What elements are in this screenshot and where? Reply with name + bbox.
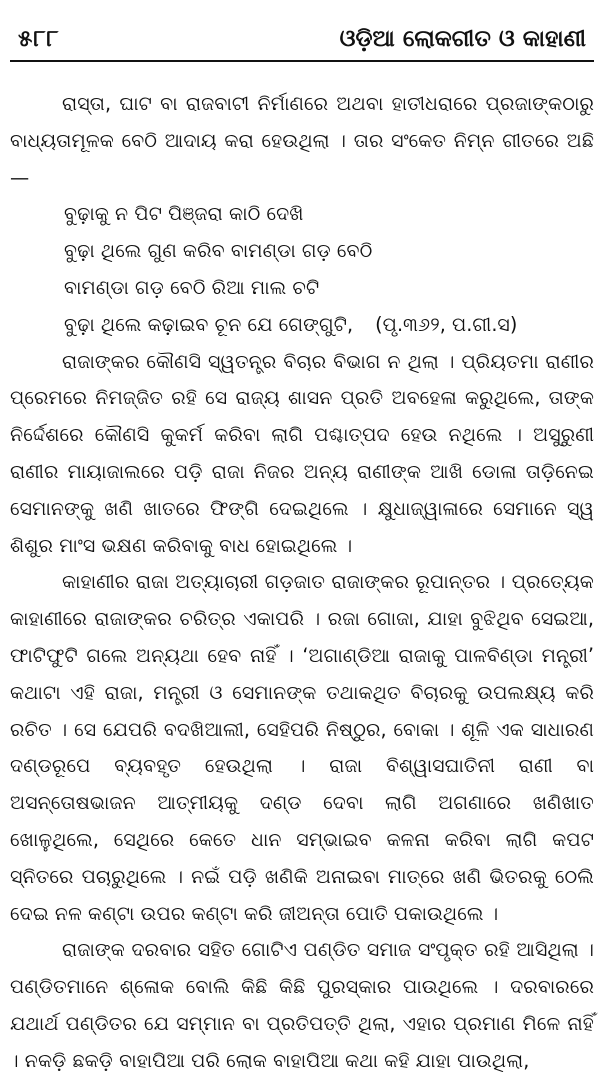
paragraph-2: ରାଜାଙ୍କର କୌଣସି ସ୍ୱତନ୍ତ୍ର ବିଚାର ବିଭାଗ ନ ଥିଲା । ପ୍ରିୟତମା ରାଣୀର ପ୍ରେମରେ ନିମଜ୍ଜିତ ରହି ସେ ରାଜ୍ୟ ଶାସନ ପ୍ରତି ଅବହେଳା କରୁଥିଲେ, ତାଙ୍କ ନିର୍ଦ୍ଦେଶରେ କୌଣସି କୁକର୍ମ କରିବା ଲାଗି ପଶ୍ଚାତ୍‌ପଦ ହେଉ ନଥିଲେ । ଅସୁରୁଣୀ ରାଣୀର ମାୟାଜାଲରେ ପଡ଼ି ରାଜା ନିଜର ଅନ୍ୟ ରାଣୀଙ୍କ ଆଖି ଡୋଳା ତାଡ଼ିନେଇ ସେମାନଙ୍କୁ ଖଣି ଖାତରେ ଫିଙ୍ଗି ଦେଇଥିଲେ । କ୍ଷୁଧାଜ୍ୱାଳାରେ ସେମାନେ ସ୍ୱ ଶିଶୁର ମାଂସ ଭକ୍ଷଣ କରିବାକୁ ବାଧ ହୋଇଥିଲେ । xyxy=(10,349,594,557)
verse-line-1: ବୁଢ଼ାକୁ ନ ପିଟ ପିଞ୍ଜରା କାଠି ଦେଖି xyxy=(64,202,304,226)
paragraph-4: ରାଜାଙ୍କ ଦରବାର ସହିତ ଗୋଟିଏ ପଣ୍ଡିତ ସମାଜ ସଂପୃକ୍ତ ରହି ଆସିଥିଲା । ପଣ୍ଡିତମାନେ ଶ୍ଳୋକ ବୋଲି କିଛି କିଛି ପୁରସ୍କାର ପାଉଥିଲେ । ଦରବାରରେ ଯଥାର୍ଥ ପଣ୍ଡିତର ଯେ ସମ୍ମାନ ବା ପ୍ରତିପତ୍ତି ଥିଲା, ଏହାର ପ୍ରମାଣ ମିଳେ ନାହିଁ । ନକଡ଼ି ଛକଡ଼ି ବାହାପିଆ ପରି ଲୋକ ବାହାପିଆ କଥା କହି ଯାହା ପାଉଥିଲା, xyxy=(10,938,594,1072)
verse-line-2: ବୁଢ଼ା ଥିଲେ ଗୁଣ କରିବ ବାମଣ୍ଡା ଗଡ଼ ବେଠି xyxy=(64,239,373,263)
verse-line-4-text: ବୁଢ଼ା ଥିଲେ କଢ଼ାଇବ ଚୂନ ଯେ ଗେଙ୍ଗୁଟି, xyxy=(64,312,354,336)
folk-song-verse xyxy=(10,196,594,343)
page-body xyxy=(10,62,594,1080)
page-header xyxy=(10,0,594,62)
paragraph-1: ରାସ୍ତା, ଘାଟ ବା ରାଜବାଟୀ ନିର୍ମାଣରେ ଅଥବା ହାତୀଧରାରେ ପ୍ରଜାଙ୍କଠାରୁ ବାଧ୍ୟତାମୂଳକ ବେଠି ଆଦାୟ କରା ହେଉଥିଲା । ତାର ସଂକେତ ନିମ୍ନ ଗୀତରେ ଅଛି— xyxy=(10,92,594,189)
running-title: ଓଡ଼ିଆ ଲୋକଗୀତ ଓ କାହାଣୀ xyxy=(339,26,586,52)
paragraph-3: କାହାଣୀର ରାଜା ଅତ୍ୟାଚାରୀ ଗଡ଼ଜାତ ରାଜାଙ୍କର ରୂପାନ୍ତର । ପ୍ରତ୍ୟେକ କାହାଣୀରେ ରାଜାଙ୍କର ଚରିତ୍ର ଏକାପରି । ରଜା ଗୋଜା, ଯାହା ବୁଝିଥିବ ସେଇଆ, ଫାଟିଫୁଟି ଗଲେ ଅନ୍ୟଥା ହେବ ନାହିଁ । ‘ଅଗାଣ୍ଡିଆ ରାଜାକୁ ପାଳବିଣ୍ଡା ମନ୍ତ୍ରୀ’ କଥାଟା ଏହି ରାଜା, ମନ୍ତ୍ରୀ ଓ ସେମାନଙ୍କ ତଥାକଥିତ ବିଚାରକୁ ଉପଲକ୍ଷ୍ୟ କରି ରଚିତ । ସେ ଯେପରି ବଦଖିଆଲୀ, ସେହିପରି ନିଷ୍ଠୁର, ବୋକା । ଶୂଳି ଏକ ସାଧାରଣ ଦଣ୍ଡରୂପେ ବ୍ୟବହୃତ ହେଉଥିଲା । ରାଜା ବିଶ୍ୱାସଘାତିନୀ ରାଣୀ ବା ଅସନ୍ତୋଷଭାଜନ ଆତ୍ମୀୟକୁ ଦଣ୍ଡ ଦେବା ଲାଗି ଅଗଣାରେ ଖଣିଖାତ ଖୋଳୁଥିଲେ, ସେଥିରେ କେତେ ଧାନ ସମ୍ଭାଇବ କଳନା କରିବା ଲାଗି କପଟ ସ୍ନିତରେ ପଚାରୁଥିଲେ । ନଇଁ ପଡ଼ି ଖଣିକି ଅନାଇବା ମାତ୍ରେ ଖଣି ଭିତରକୁ ଠେଲି ଦେଇ ନଳ କଣ୍ଟା ଉପର କଣ୍ଟା କରି ଜୀଅନ୍ତା ପୋତି ପକାଉଥିଲେ । xyxy=(10,570,594,925)
verse-line-4 xyxy=(64,307,594,344)
verse-line-3: ବାମଣ୍ଡା ଗଡ଼ ବେଠି ରିଆ ମାଲ ଚଟି xyxy=(64,275,320,299)
verse-citation: (ପୃ.୩୬୨, ପ.ଗୀ.ସ) xyxy=(375,312,518,336)
page-number: ୫୮୮ xyxy=(18,26,60,52)
